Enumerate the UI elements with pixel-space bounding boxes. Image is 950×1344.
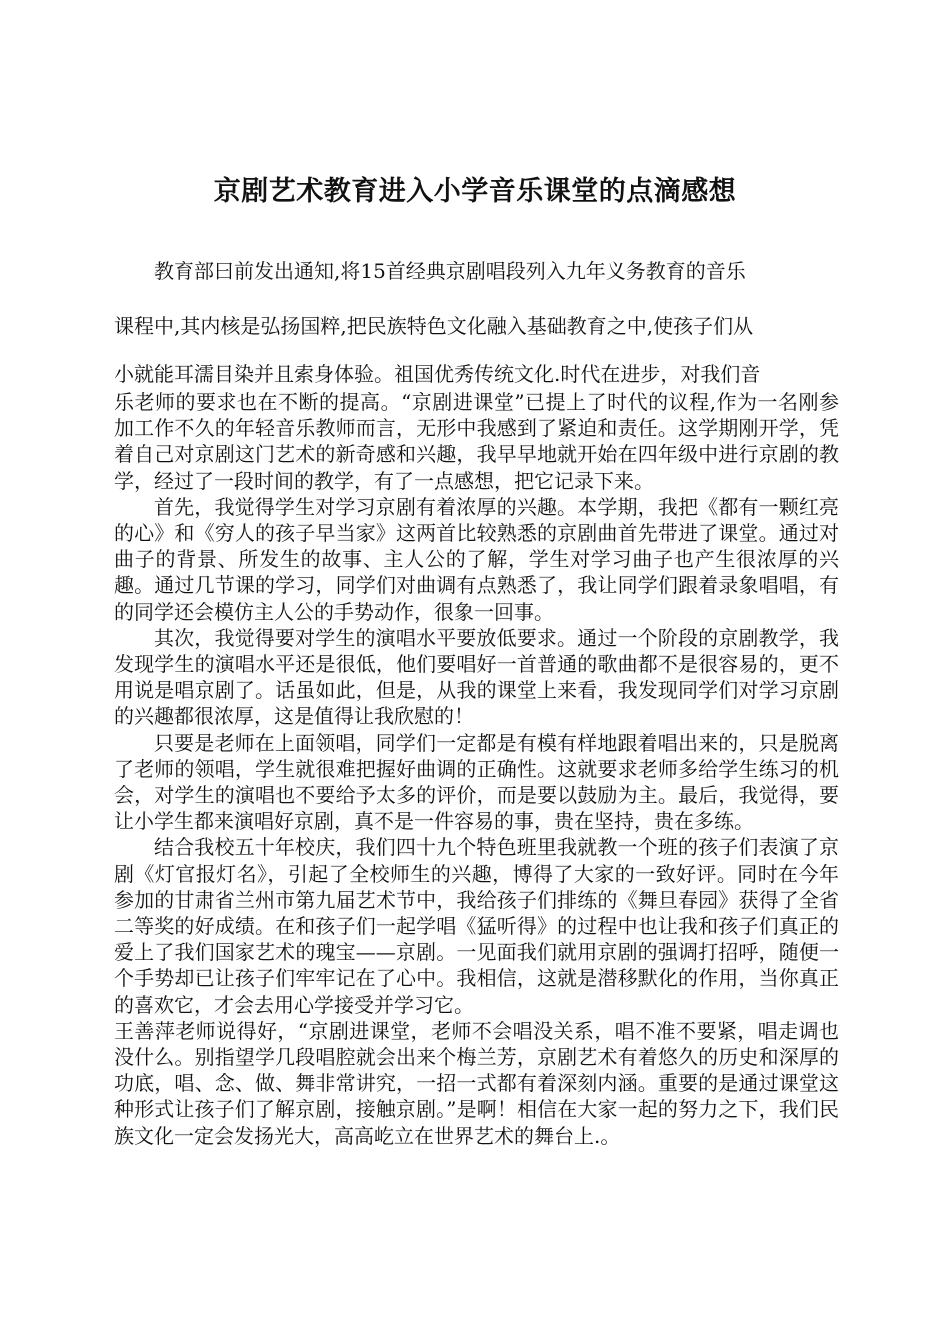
paragraph-5: 结合我校五十年校庆，我们四十九个特色班里我就教一个班的孩子们表演了京剧《灯官报灯名》，引起了全校师生的兴趣，博得了大家的一致好评。同时在今年参加的甘肃省兰州市第九届艺术节中，我给孩子们排练的《舞旦春园》获得了全省二等奖的好成绩。在和孩子们一起学唱《猛听得》的过程中也让我和孩子们真正的爱上了我们国家艺术的瑰宝——京剧。一见面我们就用京剧的强调打招呼，随便一个手势却已让孩子们牢牢记在了心中。我相信，这就是潜移默化的作用，当你真正的喜欢它，才会去用心学接受并学习它。: [114, 835, 839, 1017]
paragraph-3: 其次，我觉得要对学生的演唱水平要放低要求。通过一个阶段的京剧教学，我发现学生的演唱水平还是很低，他们要唱好一首普通的歌曲都不是很容易的，更不用说是唱京剧了。话虽如此，但是，从我的课堂上来看，我发现同学们对学习京剧的兴趣都很浓厚，这是值得让我欣慰的！: [114, 625, 839, 729]
paragraph-4: 只要是老师在上面领唱，同学们一定都是有模有样地跟着唱出来的，只是脱离了老师的领唱，学生就很难把握好曲调的正确性。这就要求老师多给学生练习的机会，对学生的演唱也不要给予太多的评价，而是要以鼓励为主。最后，我觉得，要让小学生都来演唱好京剧，真不是一件容易的事，贵在坚持，贵在多练。: [114, 730, 839, 834]
paragraph-1: 乐老师的要求也在不断的提高。“京剧进课堂”已提上了时代的议程,作为一名刚参加工作不久的年轻音乐教师而言，无形中我感到了紧迫和责任。这学期刚开学，凭着自己对京剧这门艺术的新奇感和兴趣，我早早地就开始在四年级中进行京剧的教学，经过了一段时间的教学，有了一点感想，把它记录下来。: [114, 390, 839, 493]
intro-line-3: 小就能耳濡目染并且索身体验。祖国优秀传统文化.时代在进步，对我们音: [114, 362, 761, 386]
intro-line-2: 课程中,其内核是弘扬国粹,把民族特色文化融入基础教育之中,使孩子们从: [114, 314, 754, 338]
intro-line-1: 教育部曰前发出通知,将15首经典京剧唱段列入九年义务教育的音乐: [154, 259, 746, 283]
paragraph-2: 首先，我觉得学生对学习京剧有着浓厚的兴趣。本学期，我把《都有一颗红亮的心》和《穷人的孩子早当家》这两首比较熟悉的京剧曲首先带进了课堂。通过对曲子的背景、所发生的故事、主人公的了解，学生对学习曲子也产生很浓厚的兴趣。通过几节课的学习，同学们对曲调有点熟悉了，我让同学们跟着录象唱唱，有的同学还会模仿主人公的手势动作，很象一回事。: [114, 494, 839, 624]
document-title: 京剧艺术教育进入小学音乐课堂的点滴感想: [213, 176, 737, 207]
paragraph-6: 王善萍老师说得好，“京剧进课堂，老师不会唱没关系，唱不准不要紧，唱走调也没什么。别指望学几段唱腔就会出来个梅兰芳，京剧艺术有着悠久的历史和深厚的功底，唱、念、做、舞非常讲究，一招一式都有着深刻内涵。重要的是通过课堂这种形式让孩子们了解京剧，接触京剧。”是啊！相信在大家一起的努力之下，我们民族文化一定会发扬光大，高高屹立在世界艺术的舞台上.。: [114, 1018, 839, 1148]
body-text: [114, 389, 839, 1149]
